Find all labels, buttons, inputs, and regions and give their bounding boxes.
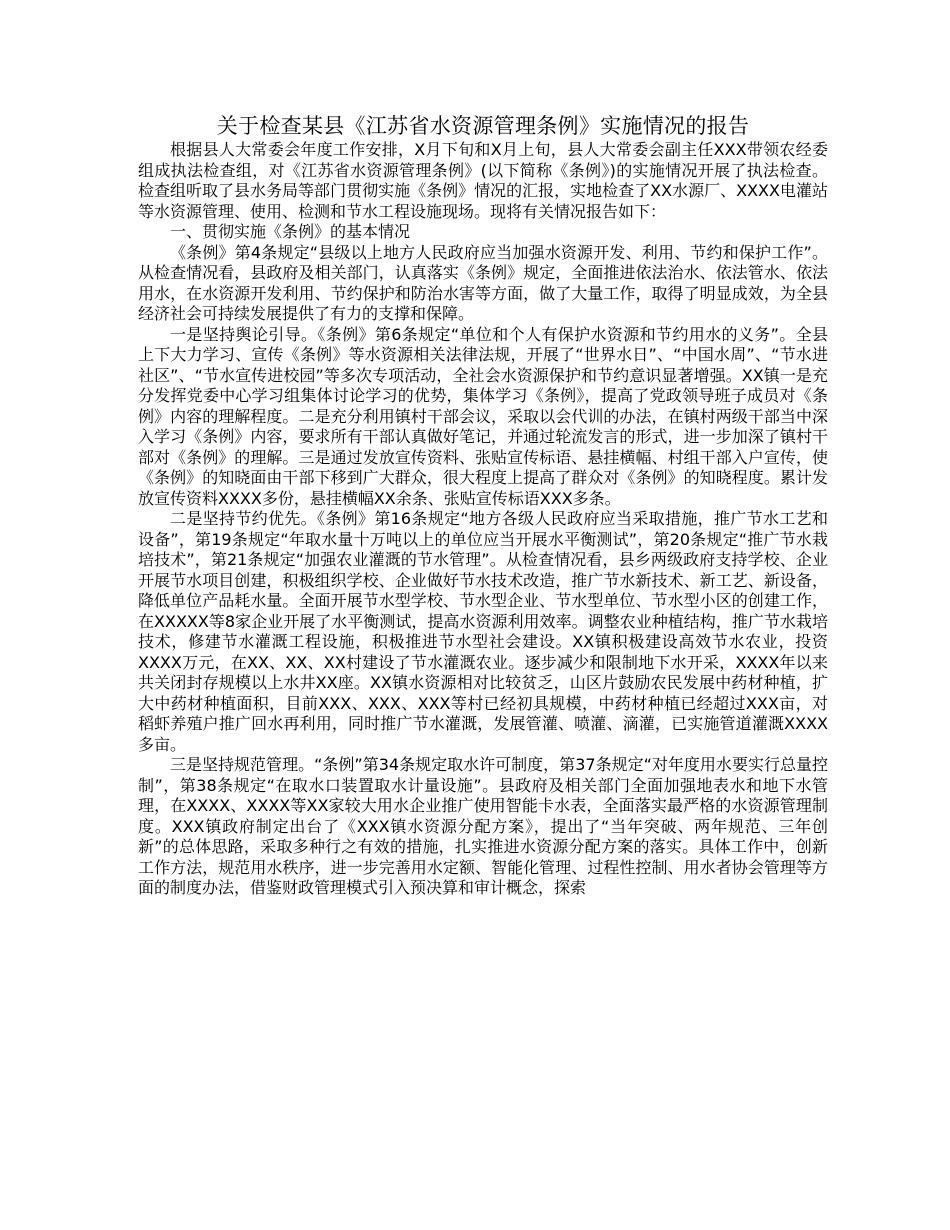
paragraph-intro: 根据县人大常委会年度工作安排，X月下旬和X月上旬，县人大常委会副主任XXX带领农经委组成执法检查组，对《江苏省水资源管理条例》(以下简称《条例》)的实施情况开展了执法检查。检查组听取了县水务局等部门贯彻实施《条例》情况的汇报，实地检查了XX水源厂、XXXX电灌站等水资源管理、使用、检测和节水工程设施现场。现将有关情况报告如下： bbox=[138, 140, 828, 221]
section-heading-1: 一、贯彻实施《条例》的基本情况 bbox=[170, 222, 411, 241]
paragraph-standard-management: 三是坚持规范管理。“条例”第34条规定取水许可制度，第37条规定“对年度用水要实行总量控制”，第38条规定“在取水口装置取水计量设施”。县政府及相关部门全面加强地表水和地下水管理，在XXXX、XXXX等XX家较大用水企业推广使用智能卡水表，全面落实最严格的水资源管理制度。XXX镇政府制定出台了《XXX镇水资源分配方案》，提出了“当年突破、两年规范、三年创新”的总体思路，采取多种行之有效的措施，扎实推进水资源分配方案的落实。具体工作中，创新工作方法，规范用水秩序，进一步完善用水定额、智能化管理、过程性控制、用水者协会管理等方面的制度办法，借鉴财政管理模式引入预决算和审计概念，探索 bbox=[138, 755, 828, 897]
paragraph-public-guidance: 一是坚持舆论引导。《条例》第6条规定“单位和个人有保护水资源和节约用水的义务”。全县上下大力学习、宣传《条例》等水资源相关法律法规，开展了“世界水日”、“中国水周”、“节水进社区”、“节水宣传进校园”等多次专项活动，全社会水资源保护和节约意识显著增强。XX镇一是充分发挥党委中心学习组集体讨论学习的优势，集体学习《条例》，提高了党政领导班子成员对《条例》内容的理解程度。二是充分利用镇村干部会议，采取以会代训的办法，在镇村两级干部当中深入学习《条例》内容，要求所有干部认真做好笔记，并通过轮流发言的形式，进一步加深了镇村干部对《条例》的理解。三是通过发放宣传资料、张贴宣传标语、悬挂横幅、村组干部入户宣传，使《条例》的知晓面由干部下移到广大群众，很大程度上提高了群众对《条例》的知晓程度。累计发放宣传资料XXXX多份，悬挂横幅XX余条、张贴宣传标语XXX多条。 bbox=[138, 324, 828, 508]
document-page bbox=[138, 112, 828, 899]
paragraph-overview: 《条例》第4条规定“县级以上地方人民政府应当加强水资源开发、利用、节约和保护工作”。从检查情况看，县政府及相关部门，认真落实《条例》规定，全面推进依法治水、依法管水、依法用水，在水资源开发利用、节约保护和防治水害等方面，做了大量工作，取得了明显成效，为全县经济社会可持续发展提供了有力的支撑和保障。 bbox=[138, 242, 828, 323]
paragraph-water-saving: 二是坚持节约优先。《条例》第16条规定“地方各级人民政府应当采取措施，推广节水工艺和设备”，第19条规定“年取水量十万吨以上的单位应当开展水平衡测试”，第20条规定“推广节水栽培技术”，第21条规定“加强农业灌溉的节水管理”。从检查情况看，县乡两级政府支持学校、企业开展节水项目创建，积极组织学校、企业做好节水技术改造，推广节水新技术、新工艺、新设备，降低单位产品耗水量。全面开展节水型学校、节水型企业、节水型单位、节水型小区的创建工作，在XXXXX等8家企业开展了水平衡测试，提高水资源利用效率。调整农业种植结构，推广节水栽培技术，修建节水灌溉工程设施，积极推进节水型社会建设。XX镇积极建设高效节水农业，投资XXXX万元，在XX、XX、XX村建设了节水灌溉农业。逐步减少和限制地下水开采，XXXX年以来共关闭封存规模以上水井XX座。XX镇水资源相对比较贫乏，山区片鼓励农民发展中药材种植，扩大中药材种植面积，目前XXX、XXX、XXX等村已经初具规模，中药材种植已经超过XXX亩，对稻虾养殖户推广回水再利用，同时推广节水灌溉，发展管灌、喷灌、滴灌，已实施管道灌溉XXXX多亩。 bbox=[138, 509, 828, 754]
document-title: 关于检查某县《江苏省水资源管理条例》实施情况的报告 bbox=[216, 114, 750, 138]
